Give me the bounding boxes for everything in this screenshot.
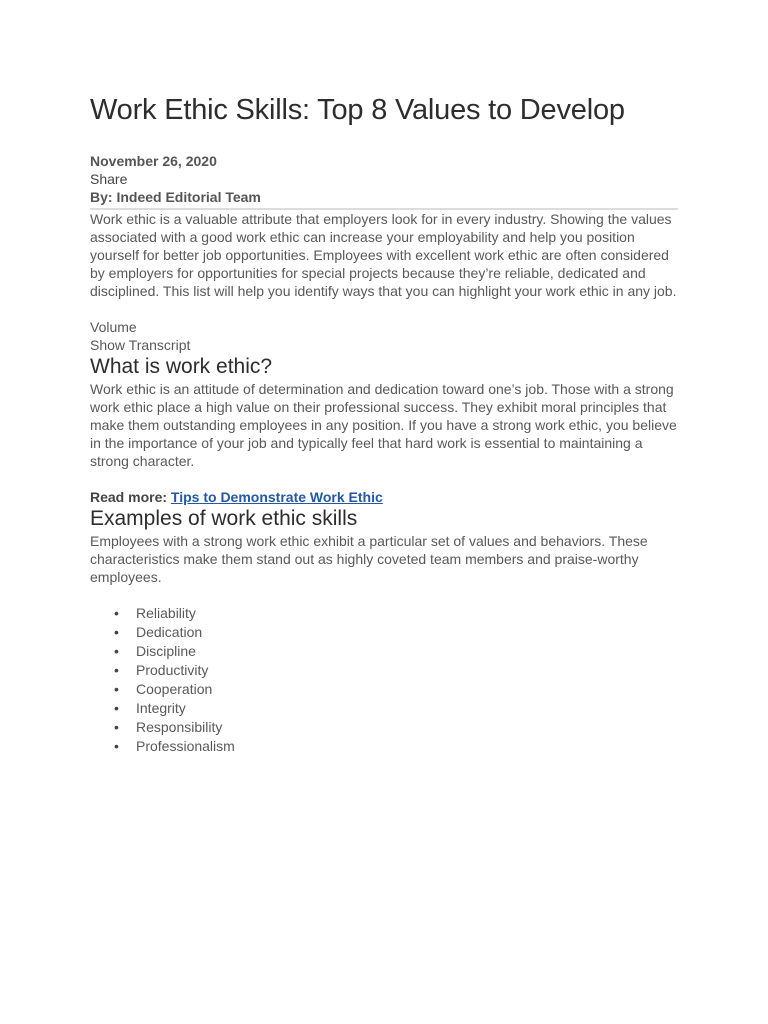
bullet-icon: • bbox=[114, 700, 119, 716]
skill-label: Dedication bbox=[136, 624, 203, 640]
skill-label: Productivity bbox=[136, 662, 209, 678]
list-item bbox=[114, 661, 678, 680]
show-transcript-button[interactable]: Show Transcript bbox=[90, 337, 191, 353]
bullet-icon: • bbox=[114, 643, 119, 659]
skill-label: Integrity bbox=[136, 700, 186, 716]
bullet-icon: • bbox=[114, 624, 119, 640]
video-controls bbox=[90, 318, 678, 354]
skill-label: Responsibility bbox=[136, 719, 223, 735]
list-item bbox=[114, 623, 678, 642]
section-heading-examples: Examples of work ethic skills bbox=[90, 507, 358, 530]
list-item bbox=[114, 680, 678, 699]
bullet-icon: • bbox=[114, 719, 119, 735]
list-item bbox=[114, 642, 678, 661]
article bbox=[90, 92, 678, 756]
volume-control[interactable]: Volume bbox=[90, 319, 137, 335]
skill-label: Cooperation bbox=[136, 681, 213, 697]
read-more-label: Read more: bbox=[90, 489, 168, 505]
read-more bbox=[90, 488, 678, 506]
article-title: Work Ethic Skills: Top 8 Values to Develop bbox=[90, 94, 625, 126]
publish-date: November 26, 2020 bbox=[90, 153, 217, 169]
list-item bbox=[114, 604, 678, 623]
share-button[interactable]: Share bbox=[90, 171, 128, 187]
bullet-icon: • bbox=[114, 662, 119, 678]
bullet-icon: • bbox=[114, 605, 119, 621]
list-item bbox=[114, 737, 678, 756]
skill-label: Professionalism bbox=[136, 738, 235, 754]
what-paragraph: Work ethic is an attitude of determination and dedication toward one’s job. Those with a strong work ethic place a high value on their professional success. They exhibit moral principles that make them outstanding employees in any position. If you have a strong work ethic, you believe in the importance of your job and typically feel that hard work is essential to maintaining a strong character. bbox=[90, 381, 677, 469]
section-heading-what: What is work ethic? bbox=[90, 355, 273, 378]
bullet-icon: • bbox=[114, 681, 119, 697]
examples-paragraph: Employees with a strong work ethic exhibit a particular set of values and behaviors. These characteristics make them stand out as highly coveted team members and praise-worthy employees. bbox=[90, 533, 648, 585]
article-meta bbox=[90, 152, 678, 206]
read-more-link[interactable]: Tips to Demonstrate Work Ethic bbox=[170, 489, 383, 505]
author-byline: By: Indeed Editorial Team bbox=[90, 189, 261, 205]
bullet-icon: • bbox=[114, 738, 119, 754]
list-item bbox=[114, 718, 678, 737]
skills-list bbox=[90, 604, 678, 756]
list-item bbox=[114, 699, 678, 718]
skill-label: Discipline bbox=[136, 643, 196, 659]
intro-paragraph: Work ethic is a valuable attribute that employers look for in every industry. Showing the values associated with a good work ethic can increase your employability and help you position yourself for better job opportunities. Employees with excellent work ethic are often considered by employers for opportunities for special projects because they’re reliable, dedicated and disciplined. This list will help you identify ways that you can highlight your work ethic in any job. bbox=[90, 211, 677, 299]
skill-label: Reliability bbox=[136, 605, 196, 621]
